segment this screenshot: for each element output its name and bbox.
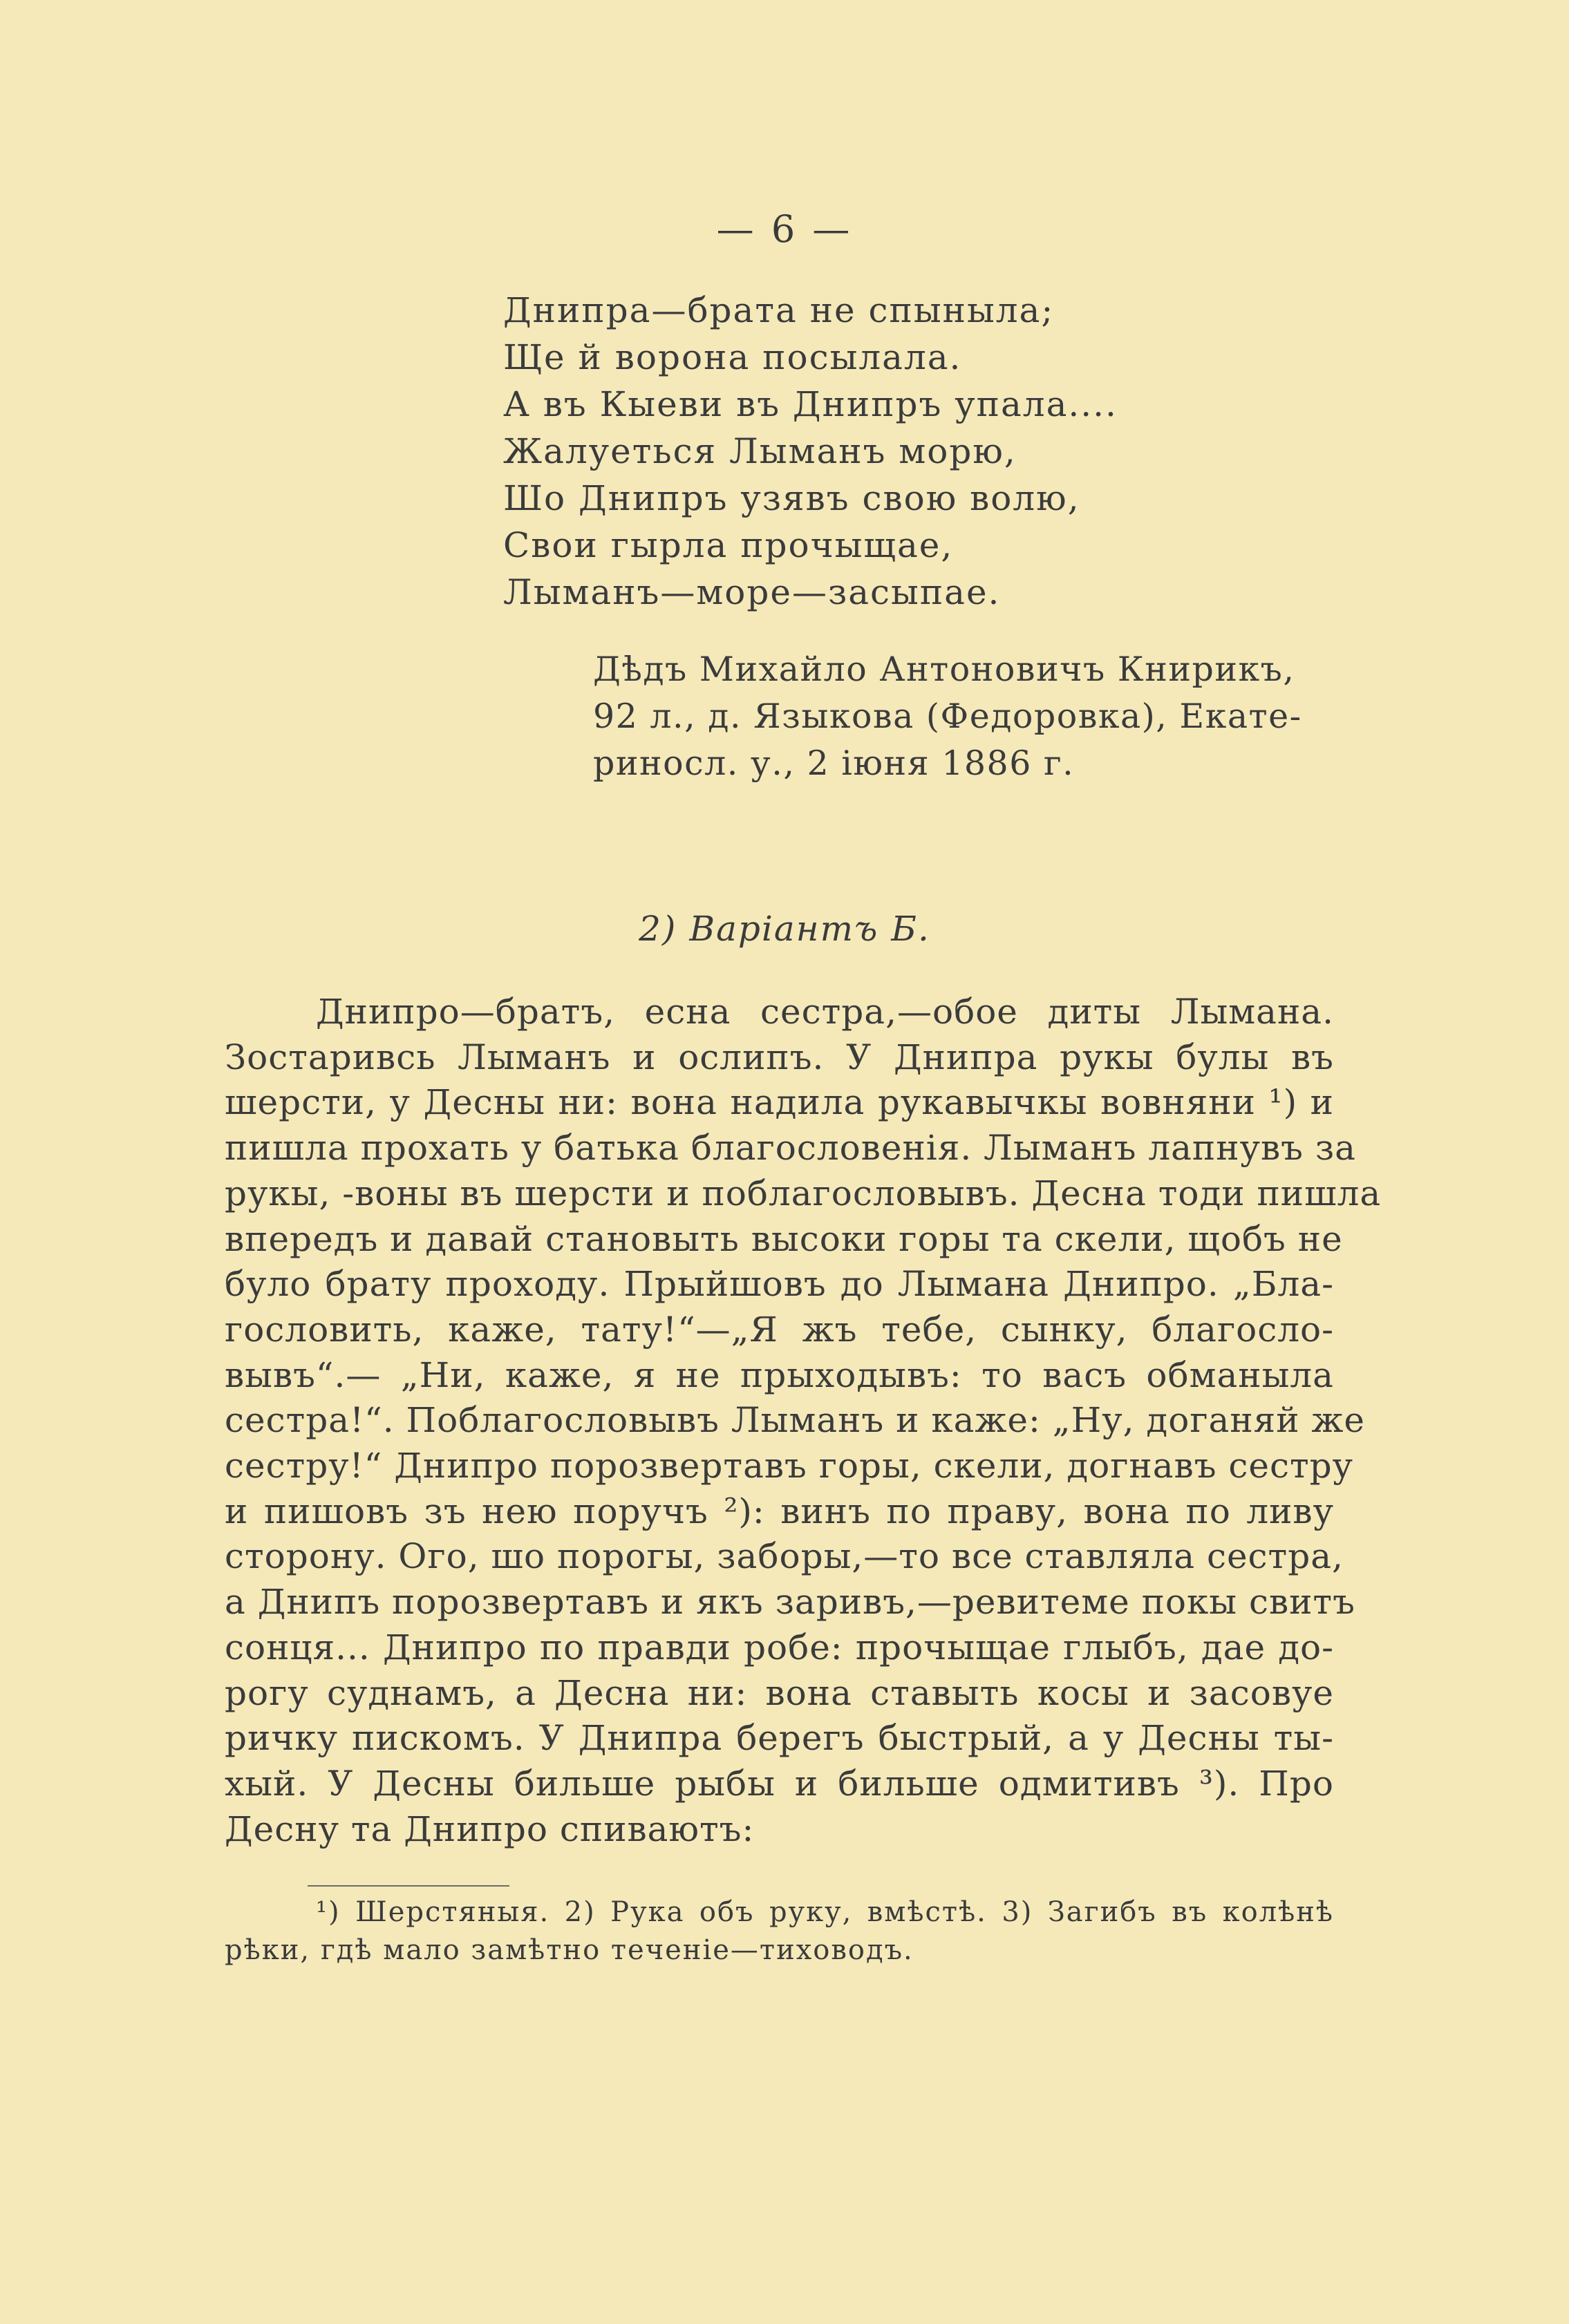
poem-line: А въ Кыеви въ Днипръ упала.... [503,384,1118,424]
prose-paragraph [225,990,1382,1852]
poem [503,287,1402,616]
prose-line: Зостаривсь Лыманъ и ослипъ. У Днипра рукы булы въ [225,1037,1334,1077]
poem-line: Лыманъ—море—засыпае. [503,572,1001,612]
prose-line: и пишовъ зъ нею поручъ ²): винъ по праву, вона по ливу [225,1491,1334,1531]
prose-line: рукы, -воны въ шерсти и поблагословывъ. Десна тоди пишла [225,1173,1382,1213]
prose-line: сестру!“ Днипро порозвертавъ горы, скели, догнавъ сестру [225,1446,1354,1486]
prose-line: сонця... Днипро по правди робе: прочыщае глыбъ, дае до- [225,1627,1334,1668]
poem-line: Ще й ворона посылала. [503,337,962,377]
prose-line: рогу суднамъ, а Десна ни: вона ставыть косы и засовуе [225,1672,1334,1713]
footnotes [225,1893,1334,1969]
poem-line: Свои гырла прочыщае, [503,525,954,565]
footnote-line: рѣки, гдѣ мало замѣтно теченіе—тиховодъ. [225,1934,914,1966]
attribution [593,646,1336,787]
prose-line: сторону. Ого, шо порогы, заборы,—то все ставляла сестра, [225,1536,1344,1577]
prose-line: сестра!“. Поблагословывъ Лыманъ и каже: „Ну, доганяй же [225,1400,1365,1441]
footnote-line: ¹) Шерстяныя. 2) Рука объ руку, вмѣстѣ. 3) Загибъ въ колѣнѣ [316,1896,1334,1928]
page-number: — 6 — [716,207,853,251]
prose-line: а Днипъ порозвертавъ и якъ заривъ,—ревитеме покы свитъ [225,1582,1355,1623]
prose-line: було брату проходу. Прыйшовъ до Лымана Днипро. „Бла- [225,1264,1334,1305]
prose-line: пишла прохать у батька благословенія. Лыманъ лапнувъ за [225,1128,1356,1169]
poem-line: Жалуеться Лыманъ морю, [503,431,1017,471]
attribution-line: риносл. у., 2 іюня 1886 г. [593,744,1075,783]
attribution-line: 92 л., д. Языкова (Федоровка), Екате- [593,697,1302,736]
prose-line: впередъ и давай становыть высоки горы та скели, щобъ не [225,1218,1343,1259]
section-title: 2) Варіантъ Б. [639,909,930,949]
prose-line: хый. У Десны бильше рыбы и бильше одмитивъ ³). Про [225,1763,1334,1804]
poem-line: Шо Днипръ узявъ свою волю, [503,478,1080,518]
poem-line: Днипра—брата не спыныла; [503,290,1055,330]
prose-line: вывъ“.— „Ни, каже, я не прыходывъ: то васъ обманыла [225,1354,1334,1395]
attribution-line: Дѣдъ Михайло Антоновичъ Книрикъ, [593,650,1295,689]
prose-line: шерсти, у Десны ни: вона надила рукавычкы вовняни ¹) и [225,1082,1334,1123]
prose-line: гословить, каже, тату!“—„Я жъ тебе, сынку, благосло- [225,1309,1334,1350]
prose-line: Днипро—братъ, есна сестра,—обое диты Лымана. [316,992,1334,1032]
prose-line: ричку пискомъ. У Днипра берегъ быстрый, а у Десны ты- [225,1718,1334,1759]
prose-line: Десну та Днипро спиваютъ: [225,1808,755,1849]
footnote-divider [308,1885,509,1887]
